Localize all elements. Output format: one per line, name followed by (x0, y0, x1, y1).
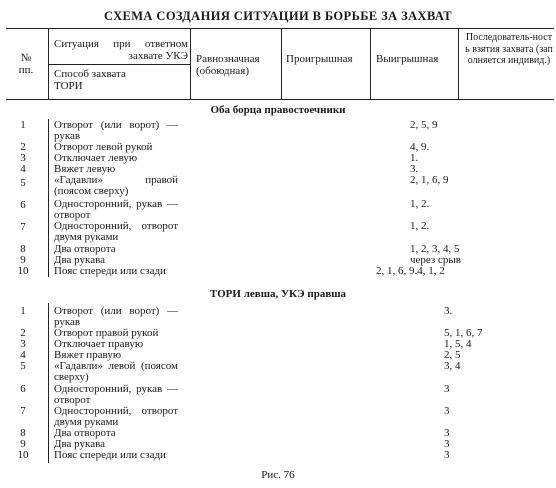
row-winning: 3 (444, 383, 450, 395)
row-method: Односторонний, отворот двумя руками (54, 220, 178, 243)
row-number: 8 (20, 243, 26, 255)
row-number: 6 (20, 199, 26, 211)
header-divider (190, 28, 191, 99)
row-winning: 4, 9. (410, 141, 430, 153)
row-method: Два отворота (54, 243, 116, 255)
row-number: 1 (20, 119, 26, 131)
header-top-rule (6, 28, 554, 29)
row-winning: 3 (444, 438, 450, 450)
row-method: Односторонний, рукав — отворот (54, 383, 178, 406)
row-method: Односторонний, отворот двумя руками (54, 405, 178, 428)
row-winning: 3 (444, 427, 450, 439)
row-number: 9 (20, 438, 26, 450)
row-number: 4 (20, 163, 26, 175)
row-number: 3 (20, 338, 26, 350)
row-method: «Гадавли» левой (поясом сверху) (54, 360, 178, 383)
row-number: 3 (20, 152, 26, 164)
row-winning: 2, 5, 9 (410, 119, 438, 131)
header-divider (281, 28, 282, 99)
row-number: 6 (20, 383, 26, 395)
row-winning: 5, 1, 6, 7 (444, 327, 483, 339)
table-title: СХЕМА СОЗДАНИЯ СИТУАЦИИ В БОРЬБЕ ЗА ЗАХВАТ (103, 9, 453, 23)
header-diagonal-split (48, 64, 190, 65)
row-number: 4 (20, 349, 26, 361)
row-winning: 1, 5, 4 (444, 338, 472, 350)
row-method: Пояс спереди или сзади (54, 265, 166, 277)
row-number: 5 (20, 177, 26, 189)
header-equal: Равнозначная (обоюдная) (196, 53, 260, 77)
header-sequence: Последователь-ность взятия захвата (заполняется индивид.) (465, 32, 553, 66)
row-method: Отключает правую (54, 338, 144, 350)
row-number: 7 (20, 405, 26, 417)
header-divider (48, 28, 49, 99)
header-situation: Ситуация при ответном захвате УКЭ (54, 38, 188, 62)
row-method: Отворот (или ворот) — рукав (54, 119, 178, 142)
row-winning: 2, 1, 6, 9 (410, 174, 449, 186)
header-divider (370, 28, 371, 99)
row-number: 2 (20, 327, 26, 339)
header-num-abbr: пп. (18, 64, 34, 76)
row-bracket (48, 303, 49, 463)
row-method: Пояс спереди или сзади (54, 449, 166, 461)
row-number: 10 (17, 265, 29, 277)
row-method: «Гадавли» правой (поясом сверху) (54, 174, 178, 197)
row-winning: 3 (444, 449, 450, 461)
header-method: Способ захвата ТОРИ (54, 68, 126, 92)
row-method: Два рукава (54, 254, 106, 266)
header-num (10, 52, 42, 76)
row-number: 1 (20, 305, 26, 317)
row-method: Отворот правой рукой (54, 327, 159, 339)
row-number: 7 (20, 221, 26, 233)
row-number: 2 (20, 141, 26, 153)
row-winning: 1, 2, 3, 4, 5 (410, 243, 460, 255)
row-method: Односторонний, рукав — отворот (54, 198, 178, 221)
row-winning: 3. (410, 163, 419, 175)
header-lose: Проигрышная (286, 53, 353, 65)
row-winning: 1, 2. (410, 198, 430, 210)
row-method: Отворот левой рукой (54, 141, 153, 153)
header-divider (458, 28, 459, 99)
row-winning: 1, 2. (410, 220, 430, 232)
header-num-symbol: № (20, 52, 32, 64)
row-number: 9 (20, 254, 26, 266)
header-win: Выигрышная (376, 53, 439, 65)
row-winning: 2, 5 (444, 349, 461, 361)
section-title: Оба борца правостоечники (210, 104, 346, 116)
row-number: 5 (20, 360, 26, 372)
row-method: Отворот (или ворот) — рукав (54, 305, 178, 328)
section-title: ТОРИ левша, УКЭ правша (209, 288, 347, 300)
row-number: 10 (17, 449, 29, 461)
row-winning: 2, 1, 6, 9.4, 1, 2 (376, 265, 445, 277)
row-winning: 3. (444, 305, 453, 317)
row-number: 8 (20, 427, 26, 439)
header-bottom-rule (6, 99, 554, 100)
row-method: Два рукава (54, 438, 106, 450)
row-winning: через срыв (410, 254, 461, 266)
row-winning: 1. (410, 152, 419, 164)
figure-caption: Рис. 76 (261, 469, 295, 481)
row-method: Вяжет левую (54, 163, 116, 175)
row-bracket (48, 119, 49, 277)
row-method: Отключает левую (54, 152, 138, 164)
row-method: Два отворота (54, 427, 116, 439)
row-winning: 3, 4 (444, 360, 461, 372)
row-winning: 3 (444, 405, 450, 417)
row-method: Вяжет правую (54, 349, 122, 361)
